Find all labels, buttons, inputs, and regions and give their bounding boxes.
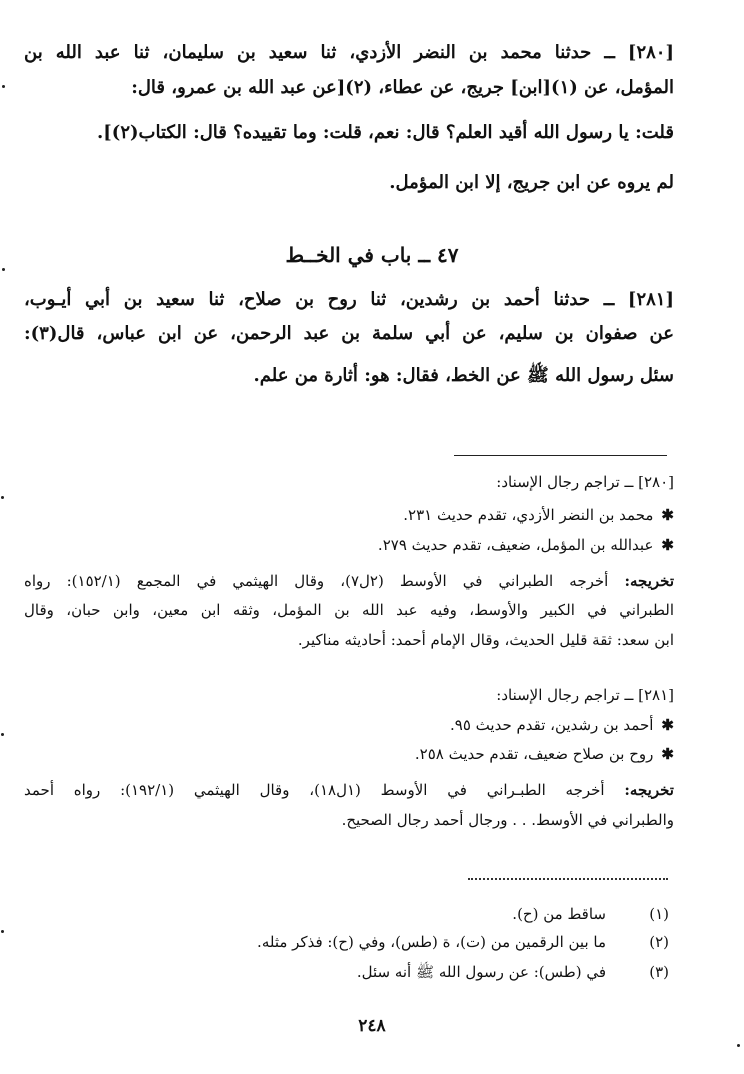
footnote-text: ساقط من (ح). [512, 905, 606, 923]
footnote-text: ما بين الرقمين من (ت)، ة (طس)، وفي (ح): فذكر مثله. [257, 933, 606, 951]
notes-281-title: [٢٨١] ــ تراجم رجال الإسناد: [496, 686, 674, 704]
hadith-281-line-3: سئل رسول الله ﷺ عن الخط، فقال: هو: أثارة من علم. [253, 365, 674, 386]
hadith-280-line-3: قلت: يا رسول الله أقيد العلم؟ قال: نعم، قلت: وما تقييده؟ قال: الكتاب(٢)]. [97, 122, 674, 143]
bullet-star-icon: ✱ [661, 745, 674, 763]
hadith-280-line-4: لم يروه عن ابن جريج، إلا ابن المؤمل. [389, 172, 674, 193]
bullet-text: محمد بن النضر الأزدي، تقدم حديث ٢٣١. [403, 506, 654, 524]
bullet-text: عبدالله بن المؤمل، ضعيف، تقدم حديث ٢٧٩. [377, 536, 654, 554]
notes-280-bullet [403, 506, 674, 524]
bullet-text: روح بن صلاح ضعيف، تقدم حديث ٢٥٨. [414, 745, 654, 763]
bullet-text: أحمد بن رشدين، تقدم حديث ٩٥. [450, 716, 654, 734]
page-number: ٢٤٨ [358, 1016, 386, 1036]
footnote-number: (١) [649, 905, 669, 923]
hadith-281-line-2: عن صفوان بن سليم، عن أبي سلمة بن عبد الرحمن، عن ابن عباس، قال(٣): [24, 323, 674, 344]
notes-281-takhrij-line-2: والطبراني في الأوسط. . . ورجال أحمد رجال الصحيح. [341, 811, 674, 829]
notes-280-takhrij-line-2: الطبراني في الكبير والأوسط، وفيه عبد الله بن المؤمل، وثقه ابن معين، وابن حبان، وقال [24, 601, 674, 619]
bullet-star-icon: ✱ [661, 536, 674, 554]
notes-280-title: [٢٨٠] ــ تراجم رجال الإسناد: [496, 473, 674, 491]
notes-281-takhrij-line-1 [24, 783, 674, 798]
notes-280-bullet [378, 536, 674, 554]
scan-speck [1, 930, 4, 933]
footnote-text: في (طس): عن رسول الله ﷺ أنه سئل. [356, 963, 606, 981]
scan-speck [737, 1044, 740, 1047]
notes-280-takhrij-line-3: ابن سعد: ثقة قليل الحديث، وقال الإمام أحمد: أحاديثه مناكير. [297, 631, 674, 649]
takhrij-text: أخرجه الطبـراني في الأوسط (١ل١٨)، وقال الهيثمي (١٩٢/١): رواه أحمد [24, 781, 605, 799]
bullet-star-icon: ✱ [661, 506, 674, 524]
scan-speck [2, 268, 5, 271]
notes-281-bullet [415, 745, 674, 763]
notes-280-takhrij-line-1 [24, 574, 674, 589]
scan-speck [2, 85, 5, 88]
bullet-star-icon: ✱ [661, 716, 674, 734]
hadith-280-line-1: [٢٨٠] ــ حدثنا محمد بن النضر الأزدي، ثنا سعيد بن سليمان، ثنا عبد الله بن [24, 42, 674, 63]
takhrij-label: تخريجه: [624, 781, 674, 799]
hadith-280-line-2: المؤمل، عن (١)[ابن] جريج، عن عطاء، (٢)[عن عبد الله بن عمرو، قال: [131, 77, 674, 98]
takhrij-text: أخرجه الطبراني في الأوسط (٢ل٧)، وقال الهيثمي في المجمع (١٥٢/١): رواه [24, 572, 609, 590]
footnote-number: (٢) [649, 933, 669, 951]
chapter-heading: ٤٧ ــ باب في الخــط [285, 243, 459, 267]
footnotes-separator [468, 878, 668, 880]
footnote-number: (٣) [649, 963, 669, 981]
scan-speck [1, 496, 4, 499]
notes-281-bullet [450, 716, 674, 734]
takhrij-label: تخريجه: [624, 572, 675, 590]
hadith-281-line-1: [٢٨١] ــ حدثنا أحمد بن رشدين، ثنا روح بن صلاح، ثنا سعيد بن أبي أيـوب، [24, 289, 674, 310]
scan-speck [1, 733, 4, 736]
notes-separator [454, 455, 667, 456]
